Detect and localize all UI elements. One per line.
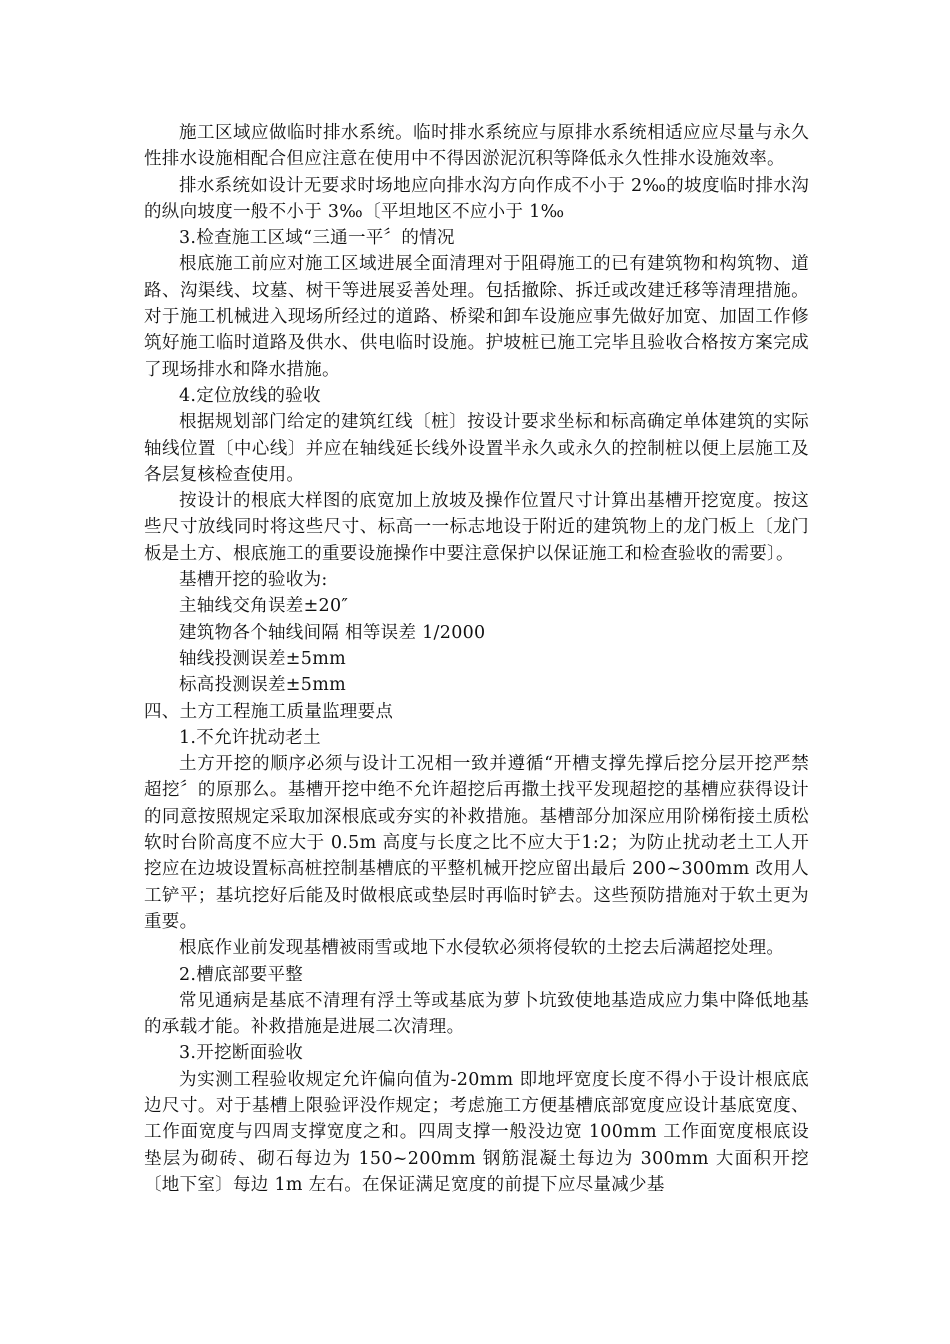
- list-item-axis-angle: 主轴线交角误差±20″: [179, 596, 349, 617]
- list-item-axis-spacing: 建筑物各个轴线间隔 相等误差 1/2000: [179, 622, 486, 643]
- paragraph-softened-soil: 根底作业前发现基槽被雨雪或地下水侵软必须将侵软的土挖去后满超挖处理。: [179, 938, 785, 959]
- paragraph-tolerance: 为实测工程验收规定允许偏向值为-20mm 即地坪宽度长度不得小于设计根底底边尺寸。对于基槽上限验评没作规定；考虑施工方便基槽底部宽度应设计基底宽度、工作面宽度与四周支撑宽度之和。四周支撑一般没边宽 100mm 工作面宽度根底设垫层为砌砖、砌石每边为 150~200mm 钢筋混凝土每边为 300mm 大面积开挖〔地下室〕每边 1m 左右。在保证满足宽度的前提下应尽量减少基: [144, 1069, 809, 1195]
- section-heading-earthwork: 四、土方工程施工质量监理要点: [144, 701, 394, 722]
- paragraph-axis-position: 根据规划部门给定的建筑红线〔桩〕按设计要求坐标和标高确定单体建筑的实际轴线位置〔中心线〕并应在轴线延长线外设置半永久或永久的控制桩以便上层施工及各层复核检查使用。: [144, 412, 809, 485]
- paragraph-drainage-slope: 排水系统如设计无要求时场地应向排水沟方向作成不小于 2‰的坡度临时排水沟的纵向坡度一般不小于 3‰〔平坦地区不应小于 1‰: [144, 175, 809, 222]
- paragraph-site-clearing: 根底施工前应对施工区域进展全面清理对于阻碍施工的已有建筑物和构筑物、道路、沟渠线、坟墓、树干等进展妥善处理。包括撤除、拆迁或改建迁移等清理措施。对于施工机械进入现场所经过的道路、桥梁和卸车设施应事先做好加宽、加固工作修筑好施工临时道路及供水、供电临时设施。护坡桩已施工完毕且验收合格按方案完成了现场排水和降水措施。: [144, 254, 809, 380]
- document-page: [144, 120, 809, 1198]
- paragraph-common-defect: 常见通病是基底不清理有浮土等或基底为萝卜坑致使地基造成应力集中降低地基的承载才能。补救措施是进展二次清理。: [144, 990, 809, 1038]
- heading-no-disturb: 1.不允许扰动老土: [179, 727, 321, 748]
- paragraph-excavation-order: 土方开挖的顺序必须与设计工况相一致并遵循“开槽支撑先撑后挖分层开挖严禁超挖〞的原那么。基槽开挖中绝不允许超挖后再撒土找平发现超挖的基槽应获得设计的同意按照规定采取加深根底或夯实的补救措施。基槽部分加深应用阶梯衔接土质松软时台阶高度不应大于 0.5m 高度与长度之比不应大于1:2；为防止扰动老土工人开挖应在边坡设置标高桩控制基槽底的平整机械开挖应留出最后 200~300mm 改用人工铲平；基坑挖好后能及时做根底或垫层时再临时铲去。这些预防措施对于软土更为重要。: [144, 754, 809, 932]
- paragraph-drainage-system: 施工区域应做临时排水系统。临时排水系统应与原排水系统相适应应尽量与永久性排水设施相配合但应注意在使用中不得因淤泥沉积等降低永久性排水设施效率。: [144, 123, 809, 170]
- list-intro-acceptance: 基槽开挖的验收为:: [179, 570, 328, 591]
- heading-section-acceptance: 3.开挖断面验收: [179, 1043, 304, 1064]
- list-item-axis-projection: 轴线投测误差±5mm: [179, 648, 346, 669]
- heading-setting-out: 4.定位放线的验收: [179, 385, 321, 406]
- heading-check-site: 3.检查施工区域“三通一平〞的情况: [179, 228, 455, 249]
- paragraph-trench-width: 按设计的根底大样图的底宽加上放坡及操作位置尺寸计算出基槽开挖宽度。按这些尺寸放线同时将这些尺寸、标高一一标志地设于附近的建筑物上的龙门板上〔龙门板是土方、根底施工的重要设施操作中要注意保护以保证施工和检查验收的需要〕。: [144, 491, 809, 564]
- list-item-elevation-projection: 标高投测误差±5mm: [179, 675, 346, 696]
- heading-trench-bottom: 2.槽底部要平整: [179, 964, 304, 985]
